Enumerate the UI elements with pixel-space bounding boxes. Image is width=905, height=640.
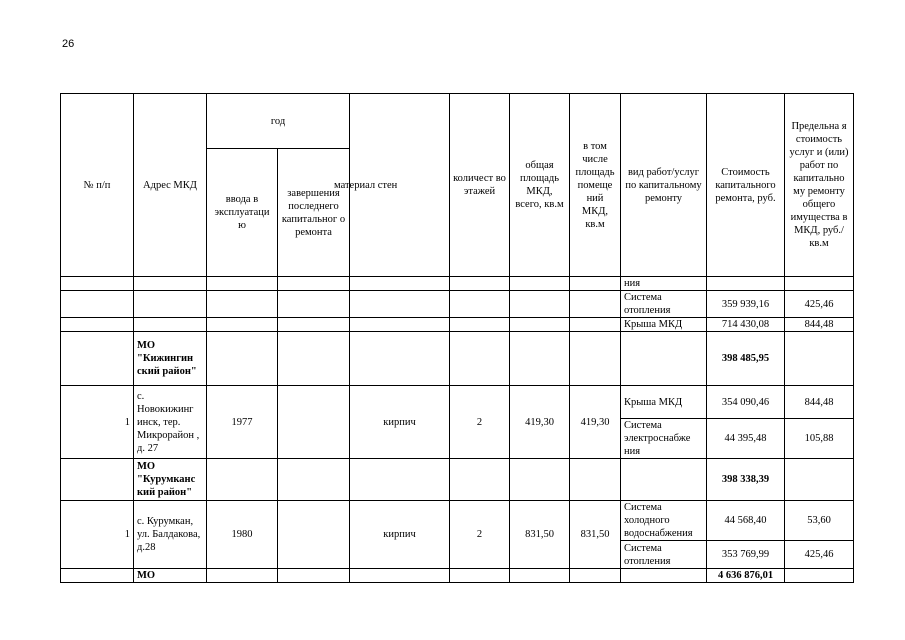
house-num: 1: [61, 386, 134, 459]
max-cost-cell: 425,46: [785, 291, 854, 318]
district-name: МО: [134, 569, 207, 583]
district-name: МО "Кижингин ский район": [134, 332, 207, 386]
house-material: кирпич: [350, 386, 450, 459]
work-type-cell: Система холодного водоснабжения: [621, 501, 707, 541]
house-premises: 831,50: [570, 501, 621, 569]
header-max-cost: Предельна я стоимость услуг и (или) работ по капитально му ремонту общего имущества в МКД, руб./кв.м: [785, 94, 854, 277]
house-premises: 419,30: [570, 386, 621, 459]
work-type-cell: ния: [621, 277, 707, 291]
table-row: [61, 291, 854, 318]
house-address: с. Новокижинг инск, тер. Микрорайон , д. 27: [134, 386, 207, 459]
header-total-area: общая площадь МКД, всего, кв.м: [510, 94, 570, 277]
house-material: кирпич: [350, 501, 450, 569]
district-row: [61, 459, 854, 501]
max-cost-cell: 53,60: [785, 501, 854, 541]
work-type-cell: Система отопления: [621, 291, 707, 318]
house-year: 1980: [207, 501, 278, 569]
page-number: 26: [62, 38, 75, 50]
header-premises-area: в том числе площадь помеще ний МКД, кв.м: [570, 94, 621, 277]
header-wall-material: [334, 94, 450, 277]
house-floors: 2: [450, 501, 510, 569]
max-cost-cell: 425,46: [785, 541, 854, 569]
header-year-last-repair: завершения последнего капитальног о ремонта: [278, 149, 350, 277]
capital-repair-table-wrapper: [60, 93, 854, 583]
header-floors: количест во этажей: [450, 94, 510, 277]
cost-cell: 359 939,16: [707, 291, 785, 318]
house-area: 419,30: [510, 386, 570, 459]
district-total-cost: 398 485,95: [707, 332, 785, 386]
table-row: [61, 277, 854, 291]
house-floors: 2: [450, 386, 510, 459]
cost-cell: 353 769,99: [707, 541, 785, 569]
header-year: год: [207, 94, 350, 149]
header-cost: Стоимость капитального ремонта, руб.: [707, 94, 785, 277]
district-row: [61, 569, 854, 583]
house-row: [61, 501, 854, 541]
cost-cell: 354 090,46: [707, 386, 785, 419]
district-total-cost: 398 338,39: [707, 459, 785, 501]
cost-cell: 44 568,40: [707, 501, 785, 541]
cost-cell: 714 430,08: [707, 318, 785, 332]
max-cost-cell: 844,48: [785, 386, 854, 419]
work-type-cell: Система отопления: [621, 541, 707, 569]
header-num: № п/п: [61, 94, 134, 277]
district-row: [61, 332, 854, 386]
max-cost-cell: 105,88: [785, 419, 854, 459]
house-row: [61, 386, 854, 419]
max-cost-cell: 844,48: [785, 318, 854, 332]
header-wall-material-text: материал стен: [334, 180, 398, 191]
house-num: 1: [61, 501, 134, 569]
house-last-repair: [278, 386, 350, 459]
district-name: МО "Курумканс кий район": [134, 459, 207, 501]
house-area: 831,50: [510, 501, 570, 569]
work-type-cell: Крыша МКД: [621, 318, 707, 332]
work-type-cell: Система электроснабже ния: [621, 419, 707, 459]
house-last-repair: [278, 501, 350, 569]
table-row: [61, 318, 854, 332]
district-total-cost: 4 636 876,01: [707, 569, 785, 583]
house-address: с. Курумкан, ул. Балдакова, д.28: [134, 501, 207, 569]
capital-repair-table: [60, 93, 854, 583]
work-type-cell: Крыша МКД: [621, 386, 707, 419]
header-row: [61, 94, 854, 149]
header-year-commission: ввода в эксплуатаци ю: [207, 149, 278, 277]
cost-cell: 44 395,48: [707, 419, 785, 459]
header-address: Адрес МКД: [134, 94, 207, 277]
header-work-type: вид работ/услуг по капитальному ремонту: [621, 94, 707, 277]
house-year: 1977: [207, 386, 278, 459]
